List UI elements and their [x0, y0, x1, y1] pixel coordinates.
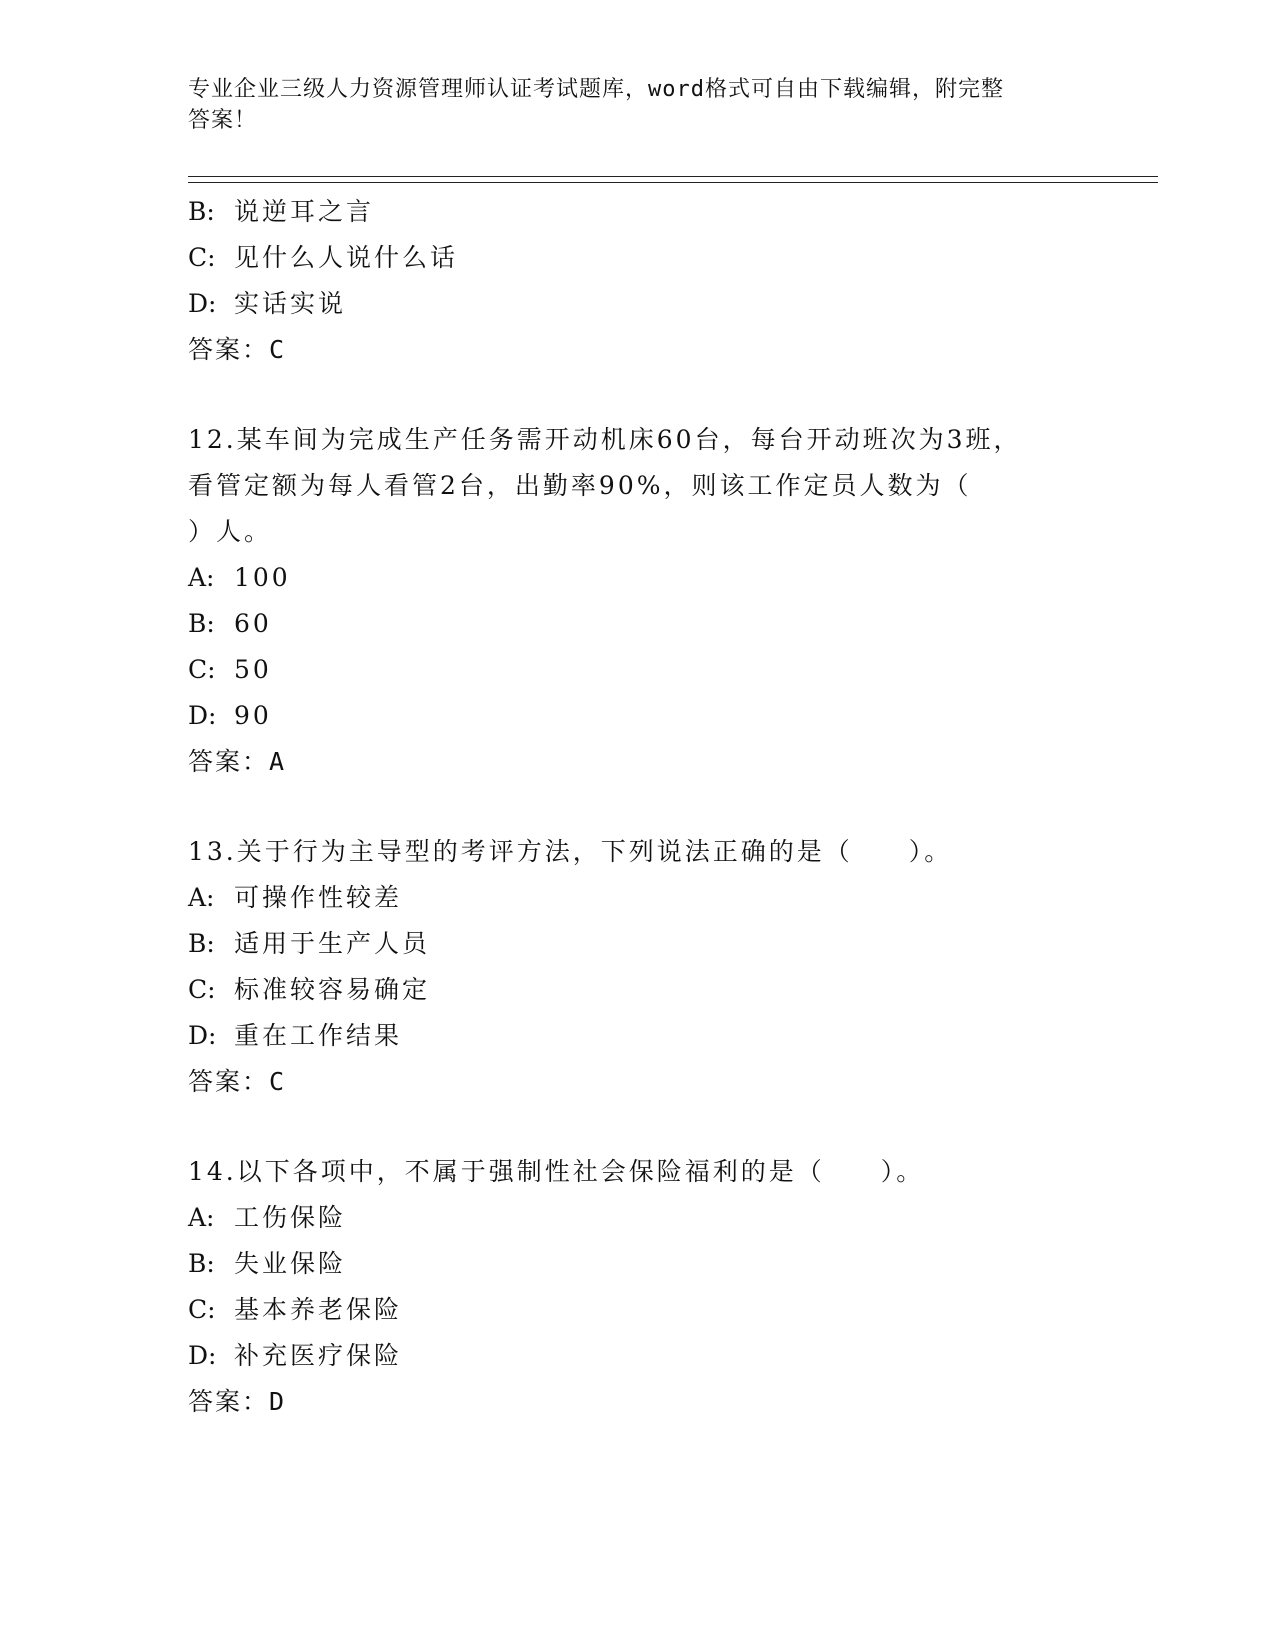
option-label: D:	[188, 289, 217, 318]
option-label: D:	[188, 701, 217, 730]
option-label: B:	[188, 929, 215, 958]
option-text: 90	[234, 701, 272, 730]
option-label: A:	[188, 563, 215, 592]
option-item	[188, 281, 1158, 327]
option-item	[188, 1013, 1158, 1059]
question-stem: 14.以下各项中，不属于强制性社会保险福利的是（ ）。	[188, 1157, 925, 1186]
option-item	[188, 1287, 1158, 1333]
option-item	[188, 1195, 1158, 1241]
question-stem: 13.关于行为主导型的考评方法，下列说法正确的是（ ）。	[188, 837, 953, 866]
answer-line	[188, 1379, 1158, 1425]
option-text: 补充医疗保险	[234, 1341, 403, 1370]
option-text: 可操作性较差	[234, 883, 403, 912]
option-text: 失业保险	[234, 1249, 347, 1278]
answer-line	[188, 327, 1158, 373]
option-item	[188, 1333, 1158, 1379]
option-text: 重在工作结果	[234, 1021, 403, 1050]
header-divider	[188, 176, 1158, 177]
option-text: 适用于生产人员	[234, 929, 431, 958]
option-text: 说逆耳之言	[234, 197, 375, 226]
option-text: 100	[234, 563, 291, 592]
question-block	[188, 829, 1158, 1105]
option-text: 见什么人说什么话	[234, 243, 459, 272]
option-label: C:	[188, 655, 216, 684]
option-text: 50	[234, 655, 272, 684]
header-line: 答案！	[188, 108, 258, 133]
option-text: 基本养老保险	[234, 1295, 403, 1324]
option-label: A:	[188, 883, 215, 912]
question-block	[188, 1149, 1158, 1425]
option-label: B:	[188, 197, 215, 226]
answer-line	[188, 1059, 1158, 1105]
question-stem: 12.某车间为完成生产任务需开动机床60台，每台开动班次为3班，	[188, 425, 1022, 454]
question-block	[188, 417, 1158, 785]
option-text: 实话实说	[234, 289, 347, 318]
answer-label: 答案：	[188, 747, 270, 776]
answer-label: 答案：	[188, 1067, 270, 1096]
option-text: 60	[234, 609, 272, 638]
answer-value: C	[269, 1067, 286, 1096]
option-label: C:	[188, 975, 216, 1004]
option-item	[188, 693, 1158, 739]
answer-value: A	[269, 747, 286, 776]
option-item	[188, 555, 1158, 601]
option-label: B:	[188, 609, 215, 638]
option-label: D:	[188, 1341, 217, 1370]
option-item	[188, 1241, 1158, 1287]
option-label: D:	[188, 1021, 217, 1050]
option-text: 标准较容易确定	[234, 975, 431, 1004]
option-item	[188, 875, 1158, 921]
answer-line	[188, 739, 1158, 785]
option-label: B:	[188, 1249, 215, 1278]
question-stem: 看管定额为每人看管2台，出勤率90%，则该工作定员人数为（	[188, 471, 972, 500]
option-item	[188, 235, 1158, 281]
header-line: 专业企业三级人力资源管理师认证考试题库，word格式可自由下载编辑，附完整	[188, 77, 1004, 102]
header-divider	[188, 182, 1158, 183]
option-label: A:	[188, 1203, 215, 1232]
option-item	[188, 967, 1158, 1013]
question-block	[188, 189, 1158, 373]
question-stem: ）人。	[188, 517, 273, 546]
option-item	[188, 921, 1158, 967]
option-label: C:	[188, 1295, 216, 1324]
answer-value: C	[269, 335, 286, 364]
option-item	[188, 601, 1158, 647]
option-text: 工伤保险	[234, 1203, 347, 1232]
question-list	[188, 189, 1158, 1425]
answer-value: D	[269, 1387, 286, 1416]
option-label: C:	[188, 243, 216, 272]
document-header	[188, 74, 1068, 136]
answer-label: 答案：	[188, 335, 270, 364]
option-item	[188, 189, 1158, 235]
option-item	[188, 647, 1158, 693]
answer-label: 答案：	[188, 1387, 270, 1416]
